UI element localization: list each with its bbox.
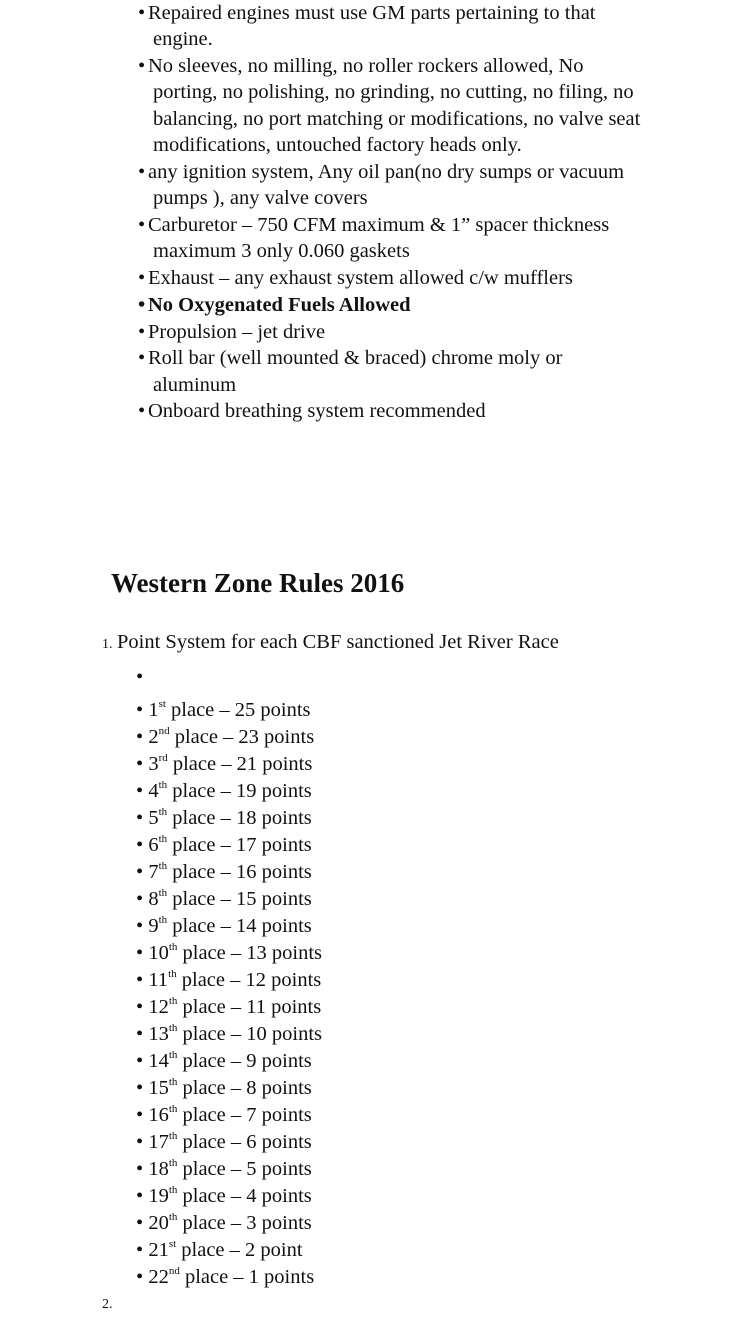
points-row: • 8th place – 15 points: [136, 887, 312, 910]
rule-text: Exhaust – any exhaust system allowed c/w mufflers: [148, 266, 573, 289]
bullet: •: [138, 400, 146, 423]
points-row: • 10th place – 13 points: [136, 941, 322, 964]
rule-text: No Oxygenated Fuels Allowed: [148, 293, 411, 316]
points-row: • 2nd place – 23 points: [136, 725, 315, 748]
place-number: 14: [148, 1050, 169, 1072]
ordinal-suffix: th: [158, 887, 168, 899]
rule-item: [128, 398, 648, 424]
points-row: • 13th place – 10 points: [136, 1022, 322, 1045]
rule-text: Onboard breathing system recommended: [148, 400, 486, 423]
points-row: • 9th place – 14 points: [136, 914, 312, 937]
numbered-item-point-system: [102, 629, 559, 658]
ordinal-suffix: th: [158, 779, 168, 791]
bullet: •: [138, 266, 146, 289]
rule-text: Roll bar (well mounted & braced) chrome moly or aluminum: [148, 347, 563, 396]
bullet: •: [138, 55, 146, 78]
list-number-2: 2.: [102, 1297, 113, 1312]
ordinal-suffix: th: [168, 1184, 178, 1196]
points-row: • 21st place – 2 point: [136, 1238, 303, 1261]
place-number: 17: [148, 1131, 169, 1153]
points-row: • 16th place – 7 points: [136, 1103, 312, 1126]
rule-item: [128, 345, 648, 398]
place-number: 13: [148, 1023, 169, 1045]
place-points: place – 9 points: [177, 1050, 312, 1072]
ordinal-suffix: th: [158, 914, 168, 926]
ordinal-suffix: th: [168, 968, 177, 980]
place-number: 19: [148, 1185, 169, 1207]
place-points: place – 13 points: [177, 942, 322, 964]
place-points: place – 17 points: [167, 834, 312, 856]
place-number: 5: [148, 807, 159, 829]
place-points: place – 3 points: [177, 1212, 312, 1234]
place-points: place – 6 points: [177, 1131, 312, 1153]
place-points: place – 14 points: [167, 915, 312, 937]
points-row: • 15th place – 8 points: [136, 1076, 312, 1099]
points-row: • 19th place – 4 points: [136, 1184, 312, 1207]
place-number: 9: [148, 915, 159, 937]
ordinal-suffix: th: [168, 941, 178, 953]
ordinal-suffix: th: [168, 995, 178, 1007]
ordinal-suffix: th: [168, 1103, 178, 1115]
rule-item: [128, 265, 648, 291]
ordinal-suffix: th: [168, 1157, 178, 1169]
rule-text: Propulsion – jet drive: [148, 320, 326, 343]
points-row: • 14th place – 9 points: [136, 1049, 312, 1072]
bullet: •: [138, 2, 146, 24]
place-points: place – 7 points: [177, 1104, 312, 1126]
place-points: place – 11 points: [177, 996, 322, 1018]
bullet: •: [138, 320, 146, 343]
points-row: • 22nd place – 1 points: [136, 1265, 315, 1288]
place-number: 15: [148, 1077, 169, 1099]
bullet: •: [138, 160, 146, 183]
rule-text: No sleeves, no milling, no roller rockers allowed, No porting, no polishing, no grinding, no cutting, no filing, no balancing, no port matching or modifications, no valve seat modifications, untouched factory heads only.: [148, 55, 641, 156]
place-number: 21: [148, 1239, 169, 1261]
ordinal-suffix: st: [168, 1238, 177, 1250]
place-number: 8: [148, 888, 159, 910]
rule-text: any ignition system, Any oil pan(no dry sumps or vacuum pumps ), any valve covers: [148, 160, 625, 210]
points-row: • 7th place – 16 points: [136, 860, 312, 883]
points-row: • 6th place – 17 points: [136, 833, 312, 856]
bullet: •: [138, 213, 146, 236]
place-points: place – 8 points: [177, 1077, 312, 1099]
ordinal-suffix: th: [168, 1211, 178, 1223]
rule-item-oxygenated-fuels: [128, 292, 648, 318]
place-points: place – 15 points: [167, 888, 312, 910]
place-number: 6: [148, 834, 159, 856]
points-list: [136, 697, 322, 1291]
ordinal-suffix: nd: [158, 725, 170, 737]
place-points: place – 5 points: [177, 1158, 312, 1180]
ordinal-suffix: th: [168, 1076, 178, 1088]
place-points: place – 18 points: [167, 807, 312, 829]
place-points: place – 16 points: [167, 861, 312, 883]
place-number: 12: [148, 996, 169, 1018]
place-points: place – 23 points: [169, 726, 315, 748]
place-points: place – 12 points: [176, 969, 322, 991]
place-number: 16: [148, 1104, 169, 1126]
place-number: 2: [148, 726, 159, 748]
place-points: place – 10 points: [177, 1023, 322, 1045]
rule-item: [128, 53, 648, 158]
place-number: 4: [148, 780, 159, 802]
place-points: place – 19 points: [167, 780, 312, 802]
points-row: • 4th place – 19 points: [136, 779, 312, 802]
place-number: 11: [148, 969, 169, 991]
ordinal-suffix: th: [168, 1130, 178, 1142]
place-number: 20: [148, 1212, 169, 1234]
ordinal-suffix: th: [158, 833, 168, 845]
place-points: place – 4 points: [177, 1185, 312, 1207]
ordinal-suffix: nd: [168, 1265, 180, 1277]
rule-item: [128, 0, 648, 53]
place-number: 10: [148, 942, 169, 964]
equipment-rules-list: [128, 0, 648, 425]
points-row: • 3rd place – 21 points: [136, 752, 313, 775]
ordinal-suffix: st: [158, 698, 166, 710]
place-number: 3: [148, 753, 159, 775]
ordinal-suffix: th: [168, 1022, 178, 1034]
rule-item: [128, 212, 648, 265]
rule-text: Repaired engines must use GM parts pertaining to that engine.: [148, 2, 596, 51]
section-title: Western Zone Rules 2016: [111, 568, 405, 598]
place-number: 22: [148, 1266, 169, 1288]
points-row: • 5th place – 18 points: [136, 806, 312, 829]
rule-item: [128, 319, 648, 345]
points-row: • 20th place – 3 points: [136, 1211, 312, 1234]
points-row: • 18th place – 5 points: [136, 1157, 312, 1180]
empty-bullet: •: [136, 666, 144, 688]
numbered-item-text: Point System for each CBF sanctioned Jet River Race: [117, 631, 559, 653]
ordinal-suffix: th: [158, 806, 168, 818]
points-row: • 17th place – 6 points: [136, 1130, 312, 1153]
place-points: place – 21 points: [167, 753, 313, 775]
ordinal-suffix: rd: [158, 752, 168, 764]
place-number: 18: [148, 1158, 169, 1180]
points-row: • 1st place – 25 points: [136, 698, 311, 721]
rule-text: Carburetor – 750 CFM maximum & 1” spacer thickness maximum 3 only 0.060 gaskets: [148, 213, 610, 263]
ordinal-suffix: th: [158, 860, 168, 872]
bullet: •: [138, 293, 146, 316]
rule-item: [128, 159, 648, 212]
place-points: place – 25 points: [165, 699, 311, 721]
ordinal-suffix: th: [168, 1049, 178, 1061]
points-row: • 11th place – 12 points: [136, 968, 322, 991]
place-number: 1: [148, 699, 159, 721]
bullet: •: [138, 347, 146, 370]
place-points: place – 1 points: [179, 1266, 315, 1288]
place-points: place – 2 point: [176, 1239, 303, 1261]
points-row: • 12th place – 11 points: [136, 995, 322, 1018]
list-number: 1.: [102, 637, 113, 652]
place-number: 7: [148, 861, 159, 883]
